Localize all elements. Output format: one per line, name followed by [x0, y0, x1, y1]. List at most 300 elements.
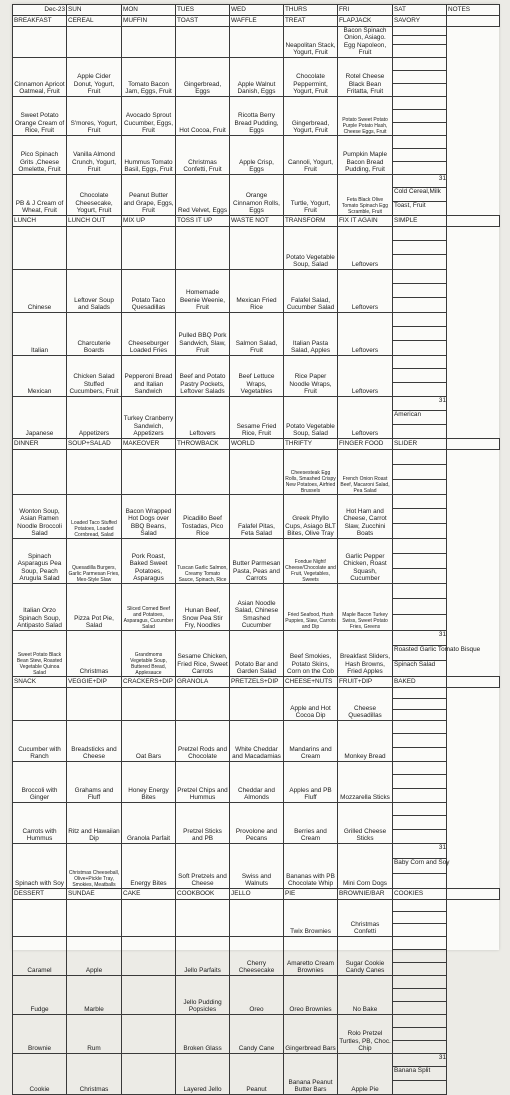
- meal-cell: Potato Vegetable Soup, Salad: [284, 226, 338, 269]
- notes-line[interactable]: [393, 900, 446, 912]
- meal-cell: [67, 687, 122, 720]
- meal-cell: Beef and Potato Pastry Pockets, Leftover Salads: [176, 355, 230, 396]
- header-row: [13, 5, 500, 16]
- meal-cell: Rice Paper Noodle Wraps, Fruit: [284, 355, 338, 396]
- section-theme: LUNCH OUT: [67, 215, 122, 226]
- meal-cell: Sliced Corned Beef and Potatoes, Asparagus, Cucumber Salad: [122, 583, 176, 630]
- section-theme: JELLO: [230, 888, 284, 899]
- notes-line[interactable]: 31: [393, 175, 446, 189]
- meal-cell: PB & J Cream of Wheat, Fruit: [13, 174, 67, 215]
- meal-row: [13, 226, 500, 269]
- notes-line[interactable]: [393, 383, 446, 396]
- section-theme: PRETZELS+DIP: [230, 676, 284, 687]
- meal-cell: Christmas: [67, 1053, 122, 1094]
- notes-line[interactable]: [393, 27, 446, 36]
- notes-line[interactable]: [393, 509, 446, 524]
- meal-cell: Mozzarella Sticks: [338, 761, 393, 802]
- notes-lines: [393, 450, 446, 494]
- meal-cell: Pork Roast, Baked Sweet Potatoes, Asparagus: [122, 538, 176, 583]
- notes-column: [393, 135, 447, 174]
- notes-line[interactable]: [393, 149, 446, 162]
- section-theme: THRIFTY: [284, 438, 338, 449]
- notes-line[interactable]: [393, 989, 446, 1002]
- meal-cell: Chocolate Cheesecake, Yogurt, Fruit: [67, 174, 122, 215]
- notes-line[interactable]: [393, 84, 446, 96]
- meal-cell: Brownie: [13, 1014, 67, 1053]
- meal-cell: S'mores, Yogurt, Fruit: [67, 96, 122, 135]
- meal-cell: [67, 27, 122, 58]
- notes-lines: [393, 976, 446, 1014]
- notes-line[interactable]: [393, 71, 446, 84]
- meal-cell: Leftovers: [338, 396, 393, 438]
- meal-cell: Leftovers: [338, 226, 393, 269]
- notes-line[interactable]: [393, 1002, 446, 1014]
- meal-cell: Christmas: [67, 630, 122, 676]
- notes-cell: [447, 888, 500, 899]
- section-name: DINNER: [13, 438, 67, 449]
- meal-cell: Grahams and Fluff: [67, 761, 122, 802]
- meal-cell: [122, 27, 176, 58]
- meal-cell: No Bake: [338, 975, 393, 1014]
- meal-cell: Mandarins and Cream: [284, 720, 338, 761]
- meal-cell: Leftovers: [338, 312, 393, 355]
- meal-cell: Turkey Cranberry Sandwich, Appetizers: [122, 396, 176, 438]
- section-theme: FIX IT AGAIN: [338, 215, 393, 226]
- meal-cell: Salmon Salad, Fruit: [230, 312, 284, 355]
- meal-cell: Leftover Soup and Salads: [67, 269, 122, 312]
- meal-cell: Orange Cinnamon Rolls, Eggs: [230, 174, 284, 215]
- notes-line[interactable]: [393, 599, 446, 615]
- notes-line[interactable]: [393, 36, 446, 45]
- notes-line[interactable]: Roasted Garlic Tomato Bisque: [393, 646, 446, 661]
- notes-lines: [393, 270, 446, 312]
- notes-column: [393, 57, 447, 96]
- notes-line[interactable]: [393, 136, 446, 149]
- meal-cell: Pumpkin Maple Bacon Bread Pudding, Fruit: [338, 135, 393, 174]
- notes-line[interactable]: [393, 341, 446, 354]
- notes-line[interactable]: Toast, Fruit: [394, 201, 426, 209]
- meal-cell: Homemade Beenie Weenie, Fruit: [176, 269, 230, 312]
- notes-lines: [393, 843, 450, 888]
- notes-column: [393, 312, 447, 355]
- meal-cell: Cheesesteak Egg Rolls, Smashed Crispy New Potatoes, Airfried Brussels: [284, 449, 338, 494]
- meal-row: [13, 936, 500, 975]
- notes-lines: [393, 27, 446, 53]
- header-cell: TUES: [176, 5, 230, 16]
- meal-cell: [122, 975, 176, 1014]
- header-cell: SUN: [67, 5, 122, 16]
- notes-line[interactable]: [393, 976, 446, 989]
- notes-line[interactable]: [393, 255, 446, 268]
- meal-row: [13, 355, 500, 396]
- meal-cell: [122, 687, 176, 720]
- section-row-breakfast: [13, 16, 500, 27]
- meal-row: [13, 843, 500, 888]
- notes-line[interactable]: [393, 425, 446, 438]
- notes-line[interactable]: [393, 789, 446, 802]
- notes-line[interactable]: [393, 1081, 446, 1094]
- notes-lines: [393, 397, 446, 438]
- meal-cell: Red Velvet, Eggs: [176, 174, 230, 215]
- meal-cell: Layered Jello: [176, 1053, 230, 1094]
- meal-cell: Feta Black Olive Tomato Spinach Egg Scramble, Fruit: [338, 174, 393, 215]
- meal-cell: Chicken Salad Stuffed Cucumbers, Fruit: [67, 355, 122, 396]
- notes-column: [393, 899, 447, 936]
- header-cell: Dec-23: [13, 5, 67, 16]
- meal-cell: Peanut Butter and Grape, Eggs, Fruit: [122, 174, 176, 215]
- meal-cell: [67, 899, 122, 936]
- meal-cell: Broken Glass: [176, 1014, 230, 1053]
- meal-cell: Monkey Bread: [338, 720, 393, 761]
- notes-line[interactable]: [393, 162, 446, 174]
- meal-cell: Oat Bars: [122, 720, 176, 761]
- section-theme: WAFFLE: [230, 16, 284, 27]
- notes-line[interactable]: [393, 298, 446, 311]
- meal-cell: Picadillo Beef Tostadas, Pico Rice: [176, 494, 230, 538]
- meal-cell: Spinach with Soy: [13, 843, 67, 888]
- section-theme: CHEESE+NUTS: [284, 676, 338, 687]
- meal-cell: Fudge: [13, 975, 67, 1014]
- meal-cell: Pretzel Sticks and PB: [176, 802, 230, 843]
- meal-cell: [230, 27, 284, 58]
- meal-cell: Jello Parfaits: [176, 936, 230, 975]
- meal-cell: Carrots with Hummus: [13, 802, 67, 843]
- meal-cell: [230, 899, 284, 936]
- notes-lines: [393, 721, 446, 761]
- notes-line[interactable]: [393, 495, 446, 510]
- meal-cell: Oreo Brownies: [284, 975, 338, 1014]
- notes-lines: [393, 495, 446, 538]
- notes-line[interactable]: [393, 524, 446, 538]
- notes-column: [393, 494, 447, 538]
- meal-cell: Ritz and Hawaiian Dip: [67, 802, 122, 843]
- meal-row: [13, 449, 500, 494]
- section-name: BREAKFAST: [13, 16, 67, 27]
- meal-row: [13, 802, 500, 843]
- meal-cell: Bacon Spinach Onion, Asiago. Egg Napoleon, Fruit: [338, 27, 393, 58]
- meal-cell: Avocado Sprout Cucumber, Eggs, Fruit: [122, 96, 176, 135]
- meal-cell: Pepperoni Bread and Italian Sandwich: [122, 355, 176, 396]
- notes-column: [393, 687, 447, 720]
- meal-cell: Chinese: [13, 269, 67, 312]
- meal-cell: Broccoli with Ginger: [13, 761, 67, 802]
- meal-cell: Swiss and Walnuts: [230, 843, 284, 888]
- notes-lines: [393, 762, 446, 802]
- meal-cell: Greek Phyllo Cups, Asiago BLT Bites, Olive Tray: [284, 494, 338, 538]
- meal-row: [13, 57, 500, 96]
- header-cell: THURS: [284, 5, 338, 16]
- meal-cell: Gingerbread, Eggs: [176, 57, 230, 96]
- meal-cell: Wonton Soup, Asian Ramen Noodle Broccoli Salad: [13, 494, 67, 538]
- notes-cell: [447, 438, 500, 449]
- meal-cell: Quesadilla Burgers, Garlic Parmesan Fries, Mex-Style Slaw: [67, 538, 122, 583]
- meal-cell: Beef Smokies, Potato Skins, Corn on the Cob: [284, 630, 338, 676]
- meal-cell: Sesame Fried Rice, Fruit: [230, 396, 284, 438]
- meal-row: [13, 761, 500, 802]
- meal-cell: Pretzel Rods and Chocolate: [176, 720, 230, 761]
- notes-line[interactable]: [393, 721, 446, 735]
- meal-cell: [122, 899, 176, 936]
- meal-cell: Japanese: [13, 396, 67, 438]
- notes-column: [393, 1014, 447, 1053]
- meal-row: [13, 312, 500, 355]
- notes-line[interactable]: [393, 912, 446, 924]
- meal-cell: Oreo: [230, 975, 284, 1014]
- notes-line[interactable]: [393, 803, 446, 817]
- meal-cell: Bananas with PB Chocolate Whip: [284, 843, 338, 888]
- meal-cell: Cheese Quesadillas: [338, 687, 393, 720]
- section-theme: CRACKERS+DIP: [122, 676, 176, 687]
- notes-lines: [393, 227, 446, 269]
- notes-line[interactable]: [393, 58, 446, 71]
- meal-cell: Pretzel Chips and Hummus: [176, 761, 230, 802]
- meal-cell: Honey Energy Bites: [122, 761, 176, 802]
- notes-line[interactable]: [393, 924, 446, 935]
- meal-cell: [230, 687, 284, 720]
- notes-line[interactable]: [393, 569, 446, 583]
- meal-cell: Beef Lettuce Wraps, Vegetables: [230, 355, 284, 396]
- meal-cell: Rum: [67, 1014, 122, 1053]
- meal-cell: Garlic Pepper Chicken, Roast Squash, Cucumber: [338, 538, 393, 583]
- notes-line[interactable]: [393, 313, 446, 327]
- notes-line[interactable]: [393, 816, 446, 830]
- section-row-dessert: [13, 888, 500, 899]
- notes-line[interactable]: Spinach Salad: [394, 661, 436, 669]
- meal-cell: Cheddar and Almonds: [230, 761, 284, 802]
- meal-cell: Falafel Pitas, Feta Salad: [230, 494, 284, 538]
- section-theme: PIE: [284, 888, 338, 899]
- meal-cell: Hunan Beef, Snow Pea Stir Fry, Noodles: [176, 583, 230, 630]
- meal-cell: Mexican: [13, 355, 67, 396]
- meal-cell: Apple and Hot Cocoa Dip: [284, 687, 338, 720]
- notes-line[interactable]: Cold Cereal,Milk: [393, 188, 446, 202]
- meal-cell: [176, 226, 230, 269]
- notes-column: [393, 355, 447, 396]
- section-theme: MIX UP: [122, 215, 176, 226]
- section-theme: SIMPLE: [393, 215, 447, 226]
- section-theme: BROWNIE/BAR: [338, 888, 393, 899]
- notes-lines: [393, 937, 446, 975]
- meal-cell: [67, 449, 122, 494]
- meal-cell: Hummus Tomato Basil, Eggs, Fruit: [122, 135, 176, 174]
- notes-line[interactable]: [393, 688, 446, 699]
- notes-line[interactable]: [393, 480, 446, 494]
- meal-row: [13, 630, 500, 676]
- meal-cell: [176, 449, 230, 494]
- notes-line[interactable]: [393, 699, 446, 710]
- meal-cell: Marble: [67, 975, 122, 1014]
- meal-cell: French Onion Roast Beef, Macaroni Salad, Pea Salad: [338, 449, 393, 494]
- notes-line[interactable]: [393, 110, 446, 123]
- meal-cell: Italian Orzo Spinach Soup, Antipasto Salad: [13, 583, 67, 630]
- meal-cell: [13, 449, 67, 494]
- section-theme: FLAPJACK: [338, 16, 393, 27]
- meal-cell: Banana Peanut Butter Bars: [284, 1053, 338, 1094]
- notes-lines: [393, 175, 446, 215]
- notes-line[interactable]: [393, 615, 446, 630]
- notes-lines: [393, 1054, 446, 1094]
- meal-cell: Potato Sweet Potato Purple Potato Hash, Cheese Eggs, Fruit: [338, 96, 393, 135]
- notes-line[interactable]: [393, 270, 446, 284]
- meal-cell: Hot Ham and Cheese, Carrot Slaw, Zucchini Boats: [338, 494, 393, 538]
- meal-cell: Granola Parfait: [122, 802, 176, 843]
- notes-lines: [393, 58, 446, 96]
- notes-line[interactable]: Banana Split: [393, 1067, 446, 1081]
- notes-line[interactable]: [393, 123, 446, 135]
- meal-cell: Provolone and Pecans: [230, 802, 284, 843]
- notes-line[interactable]: [393, 937, 446, 950]
- section-theme: GRANOLA: [176, 676, 230, 687]
- meal-cell: [67, 226, 122, 269]
- notes-line[interactable]: [393, 950, 446, 963]
- notes-column: [393, 802, 447, 843]
- meal-cell: Cucumber with Ranch: [13, 720, 67, 761]
- meal-cell: Tuscan Garlic Salmon, Creamy Tomato Sauce, Spinach, Rice: [176, 538, 230, 583]
- notes-line[interactable]: 31: [393, 844, 446, 859]
- meal-row: [13, 494, 500, 538]
- meal-row: [13, 1053, 500, 1094]
- meal-cell: Maple Bacon Turkey Swiss, Sweet Potato Fries, Greens: [338, 583, 393, 630]
- notes-line[interactable]: 31: [393, 631, 446, 646]
- meal-row: [13, 135, 500, 174]
- meal-row: [13, 899, 500, 936]
- meal-cell: Potato Taco Quesadillas: [122, 269, 176, 312]
- meal-row: [13, 583, 500, 630]
- notes-lines: [393, 97, 446, 135]
- notes-column: [393, 27, 447, 58]
- notes-line[interactable]: [393, 775, 446, 789]
- section-name: DESSERT: [13, 888, 67, 899]
- notes-line[interactable]: [393, 450, 446, 465]
- notes-line[interactable]: [393, 1015, 446, 1028]
- notes-line[interactable]: [393, 748, 446, 761]
- section-theme: FINGER FOOD: [338, 438, 393, 449]
- notes-column: [393, 583, 447, 630]
- notes-line[interactable]: [393, 327, 446, 341]
- meal-cell: Sugar Cookie Candy Canes: [338, 936, 393, 975]
- meal-cell: Charcuterie Boards: [67, 312, 122, 355]
- notes-line[interactable]: [393, 284, 446, 298]
- meal-cell: Twix Brownies: [284, 899, 338, 936]
- section-theme: WORLD: [230, 438, 284, 449]
- notes-lines: [393, 136, 446, 174]
- section-theme: CAKE: [122, 888, 176, 899]
- meal-cell: Caramel: [13, 936, 67, 975]
- notes-line[interactable]: [393, 539, 446, 554]
- notes-column: [393, 720, 447, 761]
- section-theme: WASTE NOT: [230, 215, 284, 226]
- notes-line[interactable]: [393, 1041, 446, 1053]
- meal-cell: Cinnamon Apricot Oatmeal, Fruit: [13, 57, 67, 96]
- notes-line[interactable]: [393, 465, 446, 480]
- notes-line[interactable]: [393, 241, 446, 255]
- meal-row: [13, 720, 500, 761]
- notes-column: [393, 761, 447, 802]
- meal-cell: Neapolitan Stack, Yogurt, Fruit: [284, 27, 338, 58]
- notes-line[interactable]: [393, 830, 446, 843]
- notes-line[interactable]: [393, 227, 446, 241]
- meal-cell: Bacon Wrapped Hot Dogs over BBQ Beans, Salad: [122, 494, 176, 538]
- notes-column: [393, 174, 447, 215]
- meal-cell: Appetizers: [67, 396, 122, 438]
- section-theme: TRANSFORM: [284, 215, 338, 226]
- notes-line[interactable]: [393, 1028, 446, 1041]
- notes-column: [393, 538, 447, 583]
- notes-line[interactable]: [393, 734, 446, 748]
- notes-line[interactable]: [393, 554, 446, 569]
- notes-line[interactable]: Baby Corn and Soy: [393, 859, 446, 874]
- meal-cell: [13, 687, 67, 720]
- meal-cell: [122, 226, 176, 269]
- meal-row: [13, 269, 500, 312]
- meal-cell: Tomato Bacon Jam, Eggs, Fruit: [122, 57, 176, 96]
- meal-cell: Ricotta Berry Bread Pudding, Eggs: [230, 96, 284, 135]
- notes-line[interactable]: [393, 45, 446, 53]
- notes-line[interactable]: [393, 762, 446, 776]
- meal-cell: Cherry Cheesecake: [230, 936, 284, 975]
- meal-cell: Gingerbread, Yogurt, Fruit: [284, 96, 338, 135]
- meal-cell: Candy Cane: [230, 1014, 284, 1053]
- meal-cell: Leftovers: [176, 396, 230, 438]
- meal-cell: Butter Parmesan Pasta, Peas and Carrots: [230, 538, 284, 583]
- notes-line[interactable]: American: [393, 411, 446, 425]
- section-theme: SAVORY: [393, 16, 447, 27]
- meal-cell: Vanilla Almond Crunch, Yogurt, Fruit: [67, 135, 122, 174]
- notes-line[interactable]: [393, 97, 446, 110]
- meal-row: [13, 687, 500, 720]
- meal-cell: Energy Bites: [122, 843, 176, 888]
- notes-column: [393, 96, 447, 135]
- section-theme: SUNDAE: [67, 888, 122, 899]
- meal-cell: Leftovers: [338, 355, 393, 396]
- notes-column: [393, 975, 447, 1014]
- meal-cell: [176, 27, 230, 58]
- section-theme: SLIDER: [393, 438, 447, 449]
- meal-cell: Amaretto Cream Brownies: [284, 936, 338, 975]
- section-theme: BAKED: [393, 676, 447, 687]
- notes-lines: [393, 803, 446, 843]
- notes-line[interactable]: [393, 369, 446, 383]
- meal-cell: Chocolate Peppermint, Yogurt, Fruit: [284, 57, 338, 96]
- meal-cell: [122, 1014, 176, 1053]
- meal-cell: [122, 449, 176, 494]
- meal-cell: Turtle, Yogurt, Fruit: [284, 174, 338, 215]
- notes-line[interactable]: [393, 584, 446, 600]
- meal-cell: Potato Bar and Garden Salad: [230, 630, 284, 676]
- meal-cell: Breakfast Sliders, Hash Browns, Fried Apples: [338, 630, 393, 676]
- meal-cell: Grandmoms Vegetable Soup, Buttered Bread, Applesauce: [122, 630, 176, 676]
- notes-lines: [393, 630, 481, 676]
- notes-lines: [393, 313, 446, 355]
- meal-cell: Rolo Pretzel Turtles, PB, Choc. Chip: [338, 1014, 393, 1053]
- meal-cell: Cheeseburger Loaded Fries: [122, 312, 176, 355]
- notes-line[interactable]: [393, 874, 446, 888]
- meal-cell: Apples and PB Fluff: [284, 761, 338, 802]
- meal-row: [13, 538, 500, 583]
- section-theme: TREAT: [284, 16, 338, 27]
- notes-line[interactable]: [393, 710, 446, 720]
- notes-line[interactable]: 31: [393, 1054, 446, 1068]
- notes-cell: [447, 676, 500, 687]
- notes-line[interactable]: 31: [393, 397, 446, 411]
- notes-line[interactable]: [393, 963, 446, 975]
- meal-cell: Hot Cocoa, Fruit: [176, 96, 230, 135]
- meal-cell: Leftovers: [338, 269, 393, 312]
- meal-row: [13, 27, 500, 58]
- notes-lines: [393, 900, 446, 936]
- meal-cell: Jello Pudding Popsicles: [176, 975, 230, 1014]
- notes-line[interactable]: [393, 356, 446, 370]
